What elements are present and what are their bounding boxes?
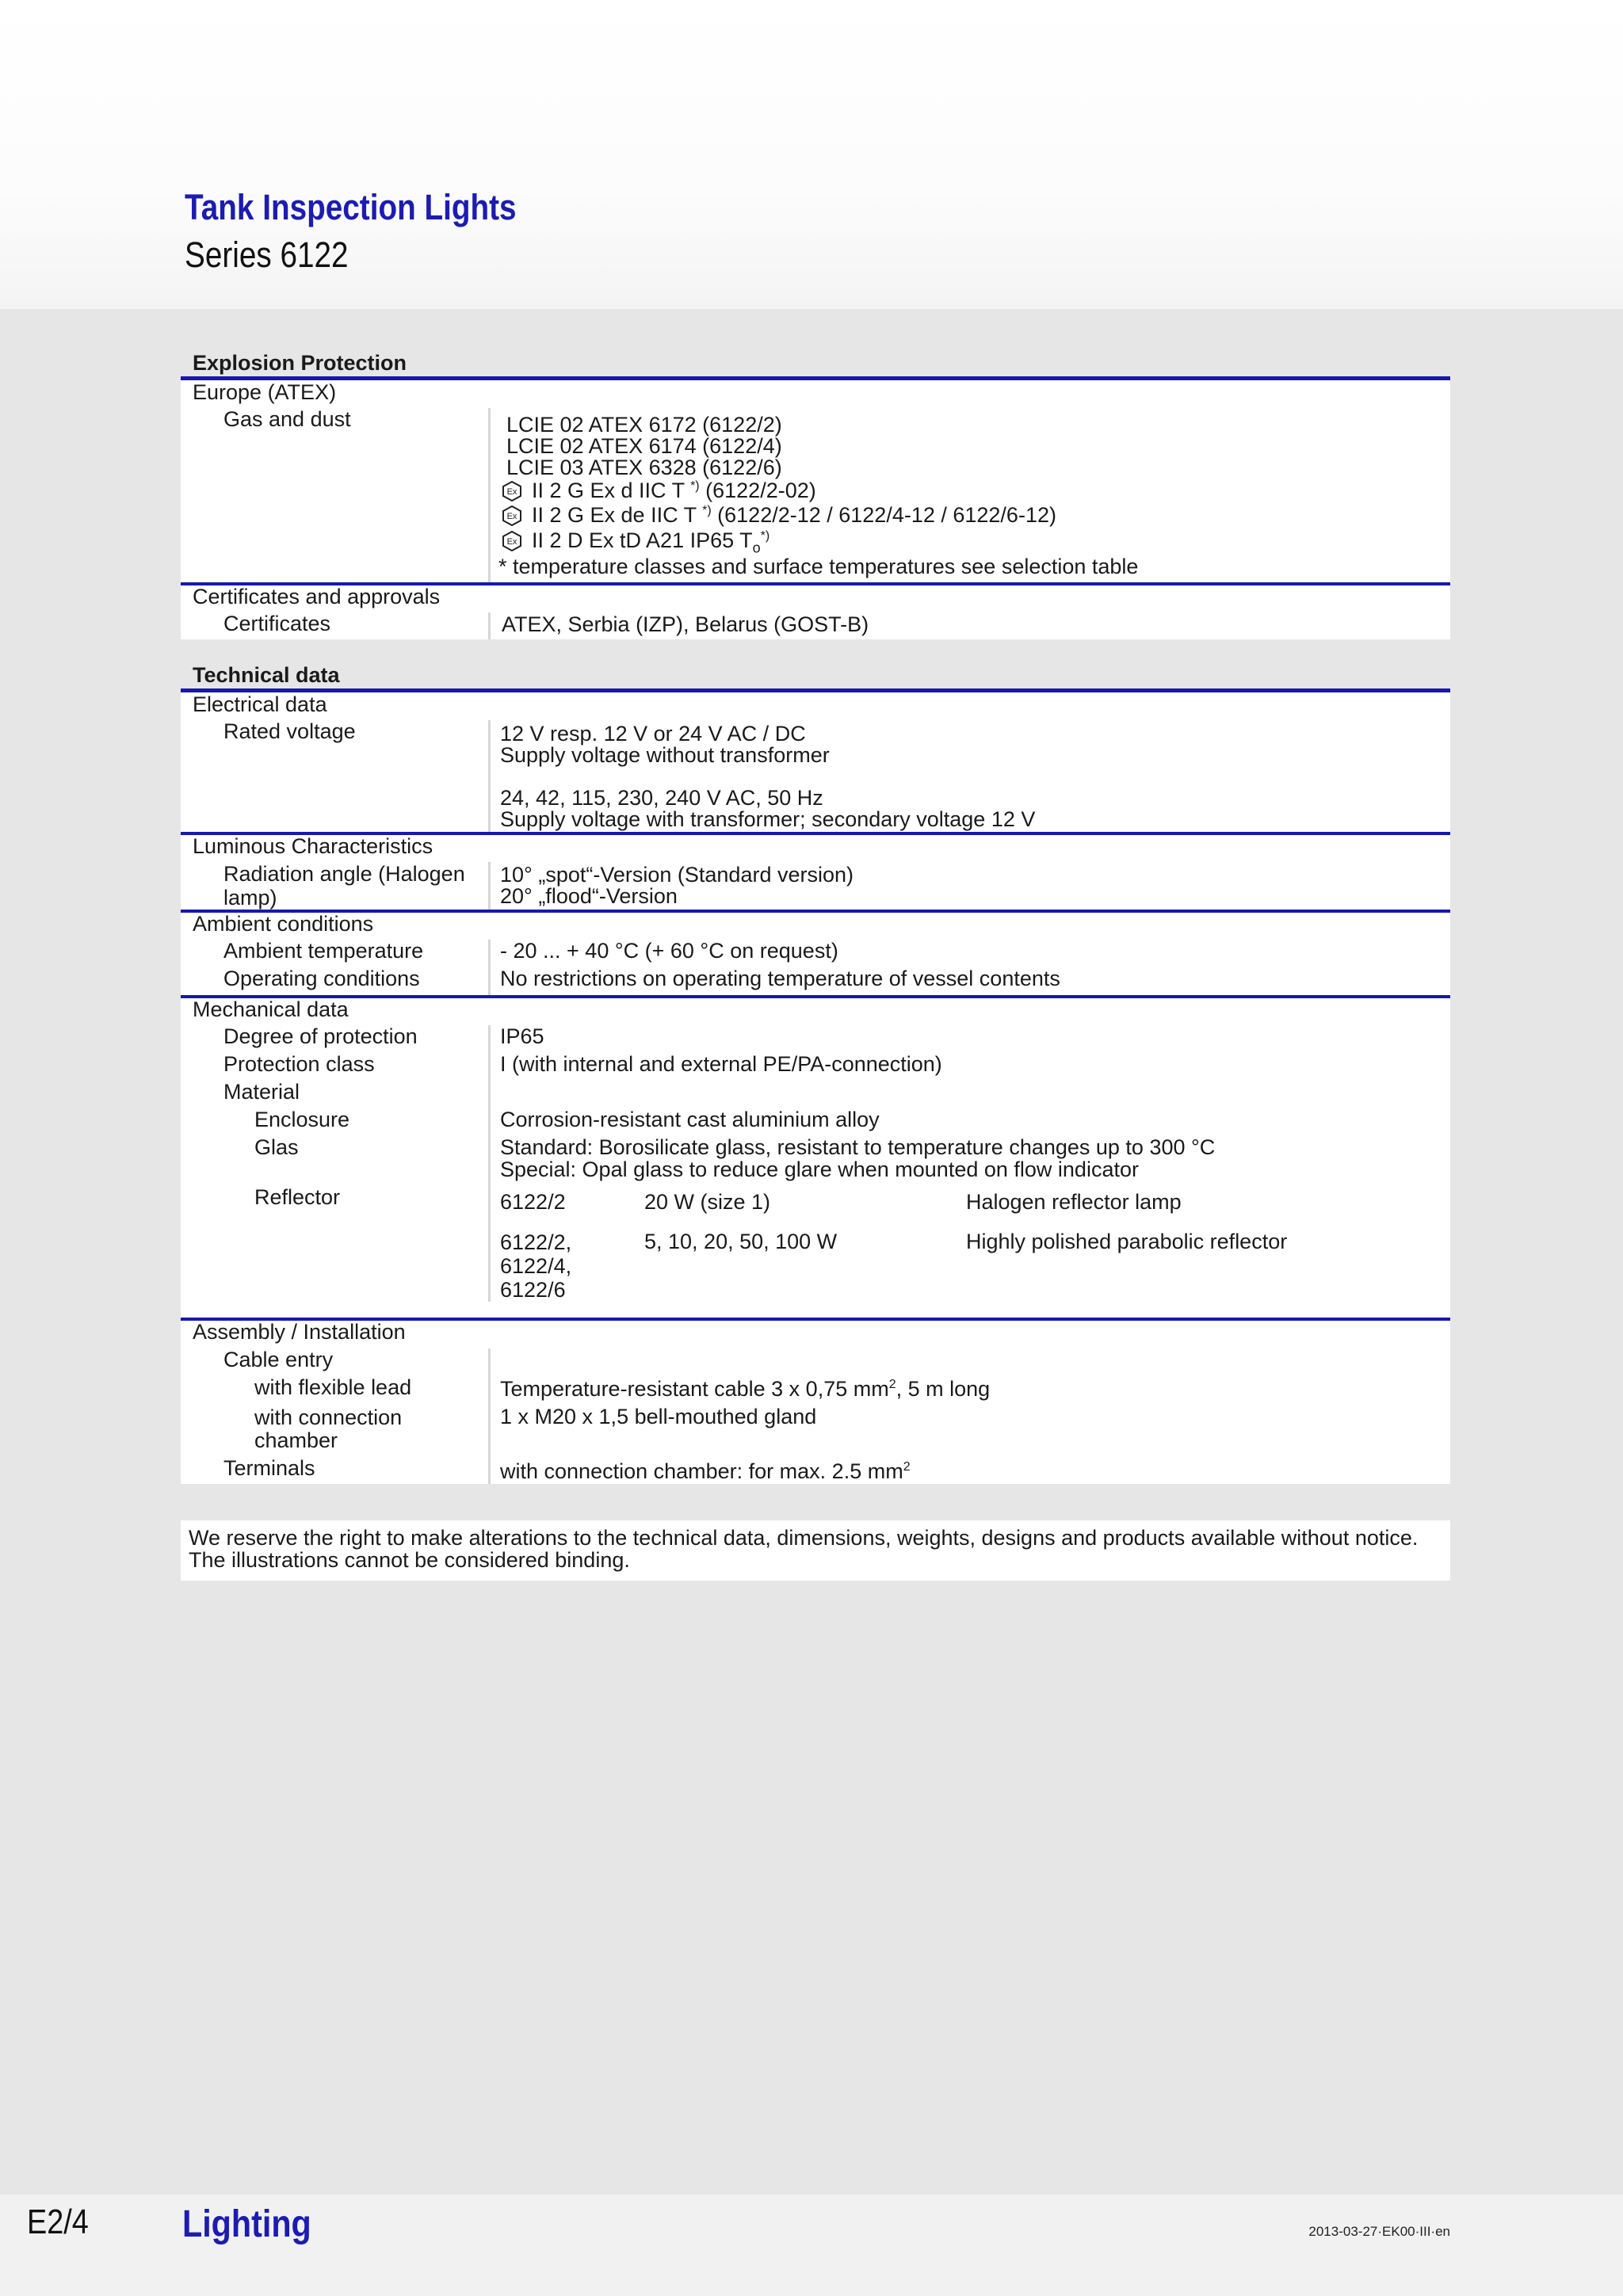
document-title: Tank Inspection Lights — [185, 187, 517, 227]
reflector-type: 6122/2, 6122/4, 6122/6 — [500, 1230, 572, 1302]
table-row — [181, 1108, 1450, 1136]
value-line: 24, 42, 115, 230, 240 V AC, 50 Hz — [500, 786, 823, 810]
row-label — [181, 1405, 488, 1457]
footnote-mark: *) — [760, 529, 770, 543]
electrical-table — [181, 688, 1450, 832]
document-code: 2013-03-27·EK00·III·en — [1308, 2224, 1450, 2239]
reflector-power: 5, 10, 20, 50, 100 W — [644, 1230, 838, 1253]
marking-line — [502, 479, 1450, 503]
row-value: - 20 ... + 40 °C (+ 60 °C on request) — [488, 940, 1450, 967]
explosion-protection-section — [181, 349, 1450, 639]
certificate-number: LCIE 02 ATEX 6172 (6122/2) — [506, 413, 782, 437]
value-line: 10° „spot“-Version (Standard version) — [500, 863, 854, 887]
label-line: with connection — [254, 1405, 403, 1429]
marking-line — [502, 503, 1450, 528]
ex-hexagon-icon — [502, 481, 522, 502]
approvals-table — [181, 582, 1450, 639]
notice-line: The illustrations cannot be considered binding. — [189, 1548, 630, 1572]
value-text: Temperature-resistant cable 3 x 0,75 mm — [500, 1377, 889, 1401]
footnote-mark: *) — [702, 504, 712, 517]
reflector-description: Highly polished parabolic reflector — [966, 1230, 1288, 1253]
row-label: with flexible lead — [254, 1375, 412, 1399]
marking-text: II 2 D Ex tD A21 IP65 T — [532, 528, 753, 552]
group-heading: Assembly / Installation — [193, 1320, 406, 1344]
mechanical-table — [181, 995, 1450, 1318]
value-text: , 5 m long — [896, 1377, 991, 1401]
value-line: 12 V resp. 12 V or 24 V AC / DC — [500, 722, 806, 746]
superscript: 2 — [903, 1460, 911, 1474]
row-label: Enclosure — [254, 1108, 350, 1131]
table-row — [181, 1376, 1450, 1405]
certificate-number: LCIE 02 ATEX 6174 (6122/4) — [506, 434, 782, 458]
svg-text:Ex: Ex — [506, 487, 517, 497]
table-row — [181, 1348, 1450, 1376]
row-value: IP65 — [488, 1025, 1450, 1053]
value-line: Supply voltage with transformer; secondary voltage 12 V — [500, 807, 1036, 831]
row-value — [488, 1376, 1450, 1405]
row-label: Terminals — [223, 1456, 315, 1480]
group-heading: Certificates and approvals — [193, 585, 441, 608]
marking-line — [502, 528, 1450, 554]
value-line: Special: Opal glass to reduce glare when mounted on flow indicator — [500, 1158, 1139, 1181]
catalog-section-name: Lighting — [182, 2203, 311, 2245]
group-heading: Luminous Characteristics — [193, 834, 433, 858]
group-heading: Ambient conditions — [193, 912, 374, 936]
group-heading: Electrical data — [193, 692, 327, 716]
table-row — [181, 1136, 1450, 1184]
footnote: * temperature classes and surface temperatures see selection table — [498, 555, 1139, 578]
label-line: chamber — [254, 1428, 338, 1452]
table-row — [181, 612, 1450, 639]
page-number: E2/4 — [27, 2203, 89, 2241]
group-heading: Europe (ATEX) — [193, 380, 337, 404]
value-text: with connection chamber: for max. 2.5 mm — [500, 1459, 903, 1483]
assembly-table — [181, 1318, 1450, 1484]
table-row — [181, 1081, 1450, 1108]
notice-line: We reserve the right to make alterations to the technical data, dimensions, weights, designs and products available without notice. — [189, 1526, 1419, 1550]
group-heading: Mechanical data — [193, 997, 349, 1021]
reflector-power: 20 W (size 1) — [644, 1190, 771, 1214]
disclaimer-notice — [181, 1520, 1450, 1581]
row-label: Certificates — [223, 612, 331, 635]
table-row — [181, 940, 1450, 967]
row-value: I (with internal and external PE/PA-connection) — [488, 1053, 1450, 1081]
marking-text: II 2 G Ex d IIC T — [532, 479, 691, 502]
row-value — [488, 720, 1450, 832]
reflector-description: Halogen reflector lamp — [966, 1190, 1182, 1214]
technical-data-section — [181, 662, 1450, 1484]
value-line: Supply voltage without transformer — [500, 743, 830, 767]
luminous-table — [181, 832, 1450, 910]
reflector-table — [488, 1184, 1450, 1302]
reflector-type: 6122/2 — [500, 1190, 566, 1214]
table-row — [181, 1053, 1450, 1081]
marking-text: II 2 G Ex de IIC T — [532, 503, 703, 527]
row-label: Operating conditions — [223, 967, 420, 990]
row-value — [488, 1348, 1450, 1376]
row-label: Ambient temperature — [223, 939, 424, 963]
row-label: Degree of protection — [223, 1024, 418, 1048]
label-line: lamp) — [223, 886, 277, 910]
explosion-protection-table — [181, 376, 1450, 582]
table-row — [181, 862, 1450, 910]
table-row — [181, 1405, 1450, 1457]
certificate-number: LCIE 03 ATEX 6328 (6122/6) — [506, 456, 782, 479]
row-value: ATEX, Serbia (IZP), Belarus (GOST-B) — [488, 612, 1450, 639]
marking-text: (6122/2-12 / 6122/4-12 / 6122/6-12) — [711, 503, 1056, 527]
row-label: Cable entry — [223, 1348, 334, 1371]
table-row — [181, 408, 1450, 582]
ambient-table — [181, 910, 1450, 995]
row-value — [488, 1457, 1450, 1484]
row-label — [181, 862, 488, 910]
section-heading: Technical data — [193, 663, 340, 687]
row-label: Reflector — [254, 1185, 341, 1209]
row-label: Protection class — [223, 1052, 375, 1076]
svg-text:Ex: Ex — [506, 537, 517, 547]
row-label: Glas — [254, 1135, 299, 1159]
reflector-row — [500, 1191, 1450, 1230]
row-value: No restrictions on operating temperature of vessel contents — [488, 967, 1450, 995]
value-line: 20° „flood“-Version — [500, 884, 678, 908]
value-line: Standard: Borosilicate glass, resistant to temperature changes up to 300 °C — [500, 1135, 1216, 1159]
table-row — [181, 720, 1450, 832]
reflector-row — [500, 1230, 1450, 1302]
table-row — [181, 1184, 1450, 1318]
superscript: 2 — [888, 1378, 896, 1391]
label-line: Radiation angle (Halogen — [223, 862, 465, 886]
ex-hexagon-icon — [502, 505, 522, 526]
footnote-mark: *) — [690, 479, 700, 493]
subscript: o — [752, 540, 761, 556]
row-value: Corrosion-resistant cast aluminium alloy — [488, 1108, 1450, 1136]
table-row — [181, 967, 1450, 995]
row-label: Gas and dust — [223, 407, 351, 431]
table-row — [181, 1457, 1450, 1484]
document-subtitle: Series 6122 — [185, 235, 349, 275]
svg-text:Ex: Ex — [506, 512, 517, 521]
row-label: Rated voltage — [223, 719, 356, 743]
marking-text: (6122/2-02) — [699, 479, 816, 502]
row-label: Material — [223, 1080, 300, 1104]
table-row — [181, 1025, 1450, 1053]
row-value — [488, 1081, 1450, 1108]
row-value — [488, 408, 1450, 582]
section-heading: Explosion Protection — [193, 351, 407, 375]
row-value — [488, 1136, 1450, 1184]
ex-hexagon-icon — [502, 531, 522, 551]
row-value — [488, 862, 1450, 910]
row-value: 1 x M20 x 1,5 bell-mouthed gland — [488, 1405, 1450, 1457]
